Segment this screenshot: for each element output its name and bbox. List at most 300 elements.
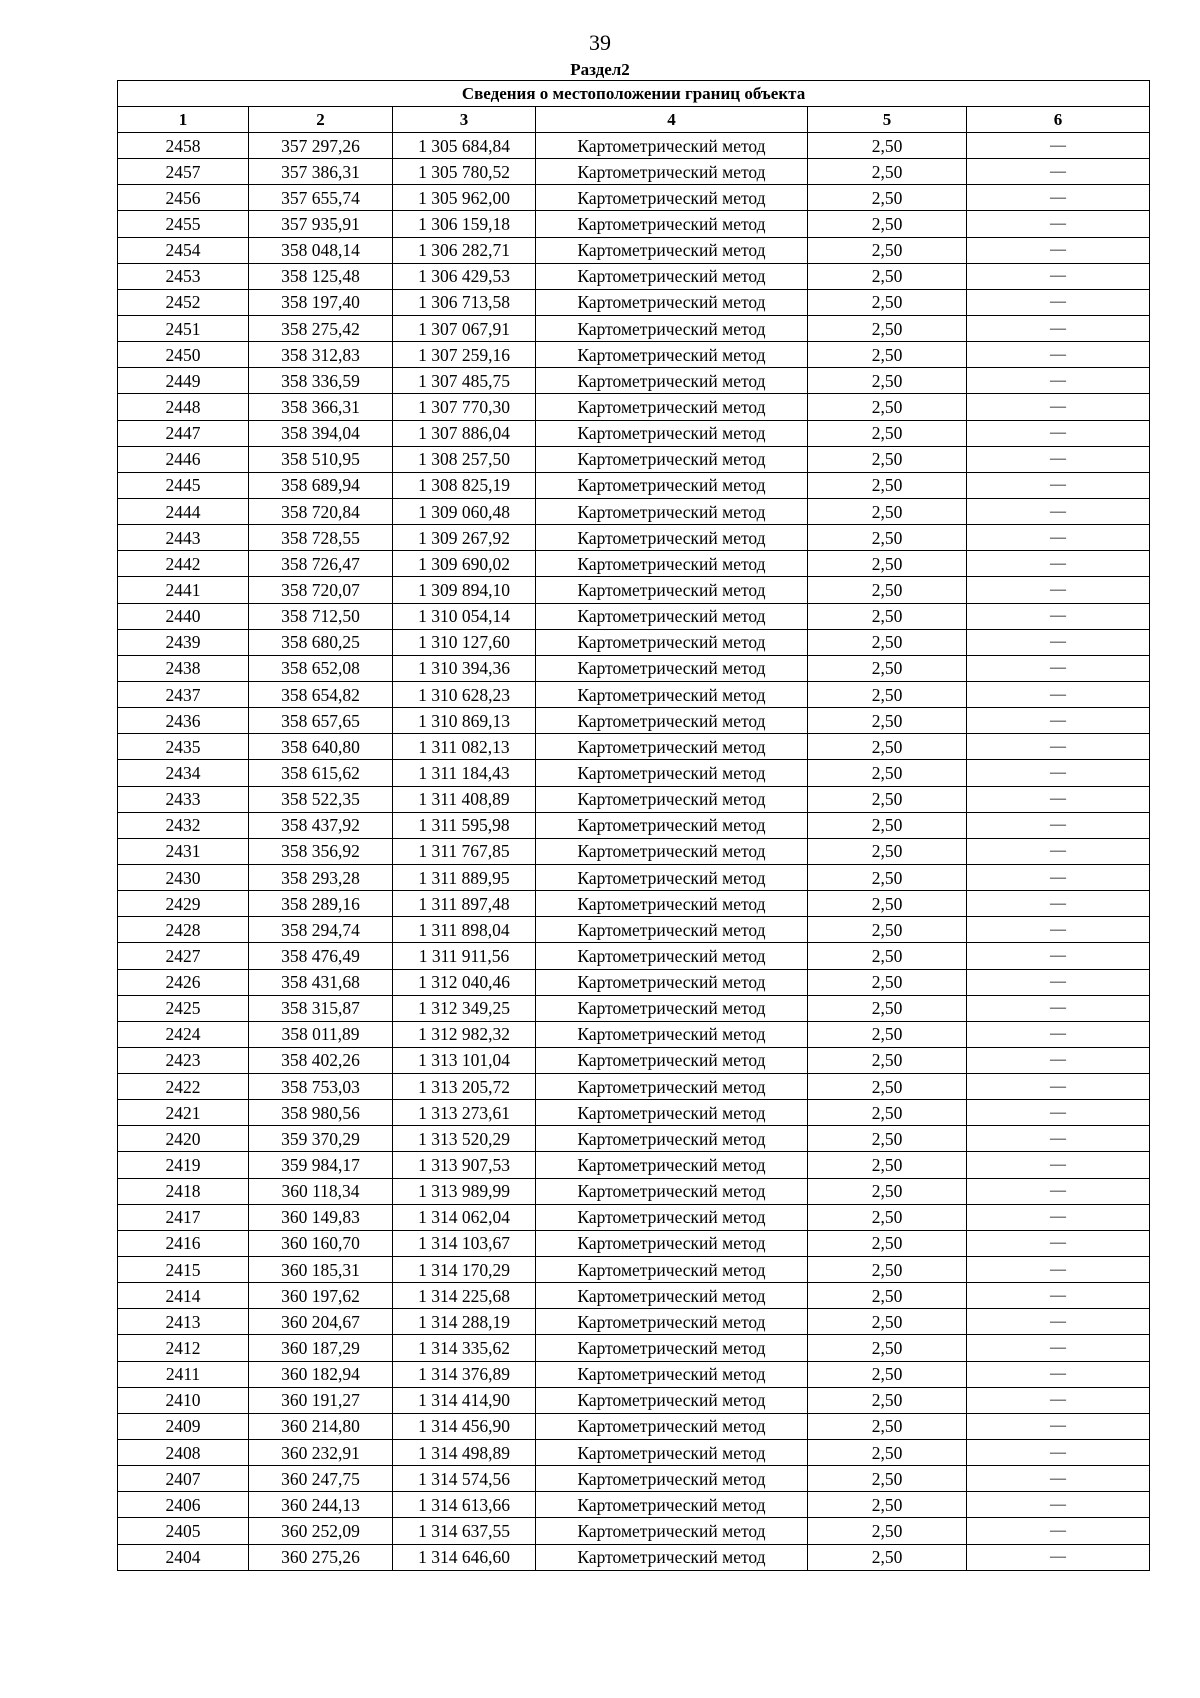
accuracy-cell: 2,50 <box>808 708 967 734</box>
accuracy-cell: 2,50 <box>808 943 967 969</box>
y-coordinate-cell: 1 305 780,52 <box>393 159 536 185</box>
table-row <box>118 917 1150 943</box>
x-coordinate-cell: 358 366,31 <box>249 394 393 420</box>
method-cell: Картометрический метод <box>536 237 808 263</box>
method-cell: Картометрический метод <box>536 577 808 603</box>
method-cell: Картометрический метод <box>536 1126 808 1152</box>
x-coordinate-cell: 358 726,47 <box>249 551 393 577</box>
y-coordinate-cell: 1 314 103,67 <box>393 1230 536 1256</box>
description-cell: — <box>967 838 1150 864</box>
accuracy-cell: 2,50 <box>808 472 967 498</box>
x-coordinate-cell: 358 753,03 <box>249 1074 393 1100</box>
accuracy-cell: 2,50 <box>808 133 967 159</box>
method-cell: Картометрический метод <box>536 969 808 995</box>
y-coordinate-cell: 1 305 962,00 <box>393 185 536 211</box>
table-row <box>118 185 1150 211</box>
x-coordinate-cell: 358 657,65 <box>249 708 393 734</box>
x-coordinate-cell: 358 312,83 <box>249 342 393 368</box>
table-row <box>118 498 1150 524</box>
table-row <box>118 760 1150 786</box>
table-row <box>118 472 1150 498</box>
accuracy-cell: 2,50 <box>808 1335 967 1361</box>
y-coordinate-cell: 1 311 898,04 <box>393 917 536 943</box>
table-row <box>118 786 1150 812</box>
x-coordinate-cell: 360 149,83 <box>249 1204 393 1230</box>
description-cell: — <box>967 263 1150 289</box>
point-number-cell: 2424 <box>118 1021 249 1047</box>
accuracy-cell: 2,50 <box>808 1021 967 1047</box>
y-coordinate-cell: 1 310 394,36 <box>393 655 536 681</box>
x-coordinate-cell: 358 510,95 <box>249 446 393 472</box>
y-coordinate-cell: 1 314 637,55 <box>393 1518 536 1544</box>
description-cell: — <box>967 420 1150 446</box>
accuracy-cell: 2,50 <box>808 1178 967 1204</box>
x-coordinate-cell: 358 315,87 <box>249 995 393 1021</box>
point-number-cell: 2409 <box>118 1413 249 1439</box>
description-cell: — <box>967 133 1150 159</box>
point-number-cell: 2427 <box>118 943 249 969</box>
method-cell: Картометрический метод <box>536 133 808 159</box>
y-coordinate-cell: 1 314 225,68 <box>393 1283 536 1309</box>
x-coordinate-cell: 357 386,31 <box>249 159 393 185</box>
table-row <box>118 655 1150 681</box>
x-coordinate-cell: 358 728,55 <box>249 525 393 551</box>
x-coordinate-cell: 358 431,68 <box>249 969 393 995</box>
y-coordinate-cell: 1 311 184,43 <box>393 760 536 786</box>
description-cell: — <box>967 917 1150 943</box>
method-cell: Картометрический метод <box>536 446 808 472</box>
description-cell: — <box>967 655 1150 681</box>
y-coordinate-cell: 1 311 889,95 <box>393 864 536 890</box>
y-coordinate-cell: 1 308 825,19 <box>393 472 536 498</box>
x-coordinate-cell: 358 275,42 <box>249 315 393 341</box>
y-coordinate-cell: 1 307 770,30 <box>393 394 536 420</box>
point-number-cell: 2440 <box>118 603 249 629</box>
table-row <box>118 1309 1150 1335</box>
method-cell: Картометрический метод <box>536 1257 808 1283</box>
method-cell: Картометрический метод <box>536 1204 808 1230</box>
y-coordinate-cell: 1 308 257,50 <box>393 446 536 472</box>
description-cell: — <box>967 1100 1150 1126</box>
description-cell: — <box>967 1283 1150 1309</box>
accuracy-cell: 2,50 <box>808 681 967 707</box>
method-cell: Картометрический метод <box>536 786 808 812</box>
description-cell: — <box>967 1021 1150 1047</box>
y-coordinate-cell: 1 314 335,62 <box>393 1335 536 1361</box>
table-row <box>118 1544 1150 1570</box>
y-coordinate-cell: 1 313 101,04 <box>393 1047 536 1073</box>
x-coordinate-cell: 358 048,14 <box>249 237 393 263</box>
y-coordinate-cell: 1 311 408,89 <box>393 786 536 812</box>
x-coordinate-cell: 357 655,74 <box>249 185 393 211</box>
x-coordinate-cell: 358 652,08 <box>249 655 393 681</box>
method-cell: Картометрический метод <box>536 864 808 890</box>
accuracy-cell: 2,50 <box>808 1544 967 1570</box>
column-number: 3 <box>393 107 536 133</box>
y-coordinate-cell: 1 314 170,29 <box>393 1257 536 1283</box>
table-row <box>118 1440 1150 1466</box>
point-number-cell: 2449 <box>118 368 249 394</box>
description-cell: — <box>967 943 1150 969</box>
y-coordinate-cell: 1 311 082,13 <box>393 734 536 760</box>
y-coordinate-cell: 1 311 767,85 <box>393 838 536 864</box>
x-coordinate-cell: 358 522,35 <box>249 786 393 812</box>
description-cell: — <box>967 1518 1150 1544</box>
y-coordinate-cell: 1 307 067,91 <box>393 315 536 341</box>
x-coordinate-cell: 358 336,59 <box>249 368 393 394</box>
description-cell: — <box>967 237 1150 263</box>
point-number-cell: 2411 <box>118 1361 249 1387</box>
point-number-cell: 2418 <box>118 1178 249 1204</box>
x-coordinate-cell: 358 356,92 <box>249 838 393 864</box>
y-coordinate-cell: 1 307 886,04 <box>393 420 536 446</box>
x-coordinate-cell: 360 244,13 <box>249 1492 393 1518</box>
point-number-cell: 2436 <box>118 708 249 734</box>
point-number-cell: 2407 <box>118 1466 249 1492</box>
method-cell: Картометрический метод <box>536 315 808 341</box>
x-coordinate-cell: 360 160,70 <box>249 1230 393 1256</box>
accuracy-cell: 2,50 <box>808 551 967 577</box>
table-row <box>118 629 1150 655</box>
method-cell: Картометрический метод <box>536 603 808 629</box>
point-number-cell: 2458 <box>118 133 249 159</box>
table-row <box>118 1361 1150 1387</box>
point-number-cell: 2451 <box>118 315 249 341</box>
method-cell: Картометрический метод <box>536 1335 808 1361</box>
description-cell: — <box>967 211 1150 237</box>
x-coordinate-cell: 360 185,31 <box>249 1257 393 1283</box>
table-row <box>118 420 1150 446</box>
accuracy-cell: 2,50 <box>808 603 967 629</box>
point-number-cell: 2438 <box>118 655 249 681</box>
section-title: Раздел2 <box>570 60 630 79</box>
table-row <box>118 1021 1150 1047</box>
y-coordinate-cell: 1 314 574,56 <box>393 1466 536 1492</box>
point-number-cell: 2454 <box>118 237 249 263</box>
point-number-cell: 2445 <box>118 472 249 498</box>
method-cell: Картометрический метод <box>536 629 808 655</box>
accuracy-cell: 2,50 <box>808 315 967 341</box>
table-row <box>118 289 1150 315</box>
table-row <box>118 1518 1150 1544</box>
accuracy-cell: 2,50 <box>808 995 967 1021</box>
table-row <box>118 1074 1150 1100</box>
x-coordinate-cell: 358 289,16 <box>249 891 393 917</box>
column-number: 6 <box>967 107 1150 133</box>
y-coordinate-cell: 1 313 907,53 <box>393 1152 536 1178</box>
y-coordinate-cell: 1 311 595,98 <box>393 812 536 838</box>
description-cell: — <box>967 1387 1150 1413</box>
method-cell: Картометрический метод <box>536 838 808 864</box>
point-number-cell: 2444 <box>118 498 249 524</box>
description-cell: — <box>967 681 1150 707</box>
method-cell: Картометрический метод <box>536 420 808 446</box>
accuracy-cell: 2,50 <box>808 420 967 446</box>
method-cell: Картометрический метод <box>536 498 808 524</box>
y-coordinate-cell: 1 314 498,89 <box>393 1440 536 1466</box>
method-cell: Картометрический метод <box>536 472 808 498</box>
method-cell: Картометрический метод <box>536 289 808 315</box>
y-coordinate-cell: 1 314 288,19 <box>393 1309 536 1335</box>
table-row <box>118 551 1150 577</box>
accuracy-cell: 2,50 <box>808 1100 967 1126</box>
x-coordinate-cell: 360 191,27 <box>249 1387 393 1413</box>
method-cell: Картометрический метод <box>536 1387 808 1413</box>
method-cell: Картометрический метод <box>536 1361 808 1387</box>
accuracy-cell: 2,50 <box>808 1126 967 1152</box>
table-row <box>118 1466 1150 1492</box>
description-cell: — <box>967 289 1150 315</box>
accuracy-cell: 2,50 <box>808 394 967 420</box>
description-cell: — <box>967 864 1150 890</box>
table-body <box>118 133 1150 1571</box>
description-cell: — <box>967 342 1150 368</box>
accuracy-cell: 2,50 <box>808 1047 967 1073</box>
point-number-cell: 2432 <box>118 812 249 838</box>
description-cell: — <box>967 1466 1150 1492</box>
method-cell: Картометрический метод <box>536 1413 808 1439</box>
x-coordinate-cell: 358 402,26 <box>249 1047 393 1073</box>
y-coordinate-cell: 1 314 376,89 <box>393 1361 536 1387</box>
method-cell: Картометрический метод <box>536 1492 808 1518</box>
description-cell: — <box>967 734 1150 760</box>
method-cell: Картометрический метод <box>536 812 808 838</box>
description-cell: — <box>967 159 1150 185</box>
table-row <box>118 812 1150 838</box>
accuracy-cell: 2,50 <box>808 864 967 890</box>
y-coordinate-cell: 1 307 485,75 <box>393 368 536 394</box>
point-number-cell: 2455 <box>118 211 249 237</box>
description-cell: — <box>967 891 1150 917</box>
description-cell: — <box>967 812 1150 838</box>
accuracy-cell: 2,50 <box>808 1518 967 1544</box>
x-coordinate-cell: 358 011,89 <box>249 1021 393 1047</box>
point-number-cell: 2422 <box>118 1074 249 1100</box>
y-coordinate-cell: 1 314 414,90 <box>393 1387 536 1413</box>
description-cell: — <box>967 1413 1150 1439</box>
y-coordinate-cell: 1 310 869,13 <box>393 708 536 734</box>
description-cell: — <box>967 551 1150 577</box>
description-cell: — <box>967 368 1150 394</box>
description-cell: — <box>967 1152 1150 1178</box>
accuracy-cell: 2,50 <box>808 1361 967 1387</box>
accuracy-cell: 2,50 <box>808 1466 967 1492</box>
point-number-cell: 2437 <box>118 681 249 707</box>
point-number-cell: 2420 <box>118 1126 249 1152</box>
table-row <box>118 943 1150 969</box>
method-cell: Картометрический метод <box>536 342 808 368</box>
table-row <box>118 1492 1150 1518</box>
column-number: 4 <box>536 107 808 133</box>
x-coordinate-cell: 358 720,84 <box>249 498 393 524</box>
y-coordinate-cell: 1 309 894,10 <box>393 577 536 603</box>
y-coordinate-cell: 1 311 897,48 <box>393 891 536 917</box>
y-coordinate-cell: 1 306 282,71 <box>393 237 536 263</box>
description-cell: — <box>967 185 1150 211</box>
description-cell: — <box>967 1492 1150 1518</box>
method-cell: Картометрический метод <box>536 943 808 969</box>
description-cell: — <box>967 708 1150 734</box>
table-row <box>118 708 1150 734</box>
table-row <box>118 577 1150 603</box>
accuracy-cell: 2,50 <box>808 525 967 551</box>
description-cell: — <box>967 786 1150 812</box>
y-coordinate-cell: 1 309 060,48 <box>393 498 536 524</box>
point-number-cell: 2457 <box>118 159 249 185</box>
x-coordinate-cell: 360 214,80 <box>249 1413 393 1439</box>
y-coordinate-cell: 1 312 040,46 <box>393 969 536 995</box>
table-row <box>118 734 1150 760</box>
method-cell: Картометрический метод <box>536 1074 808 1100</box>
table-row <box>118 211 1150 237</box>
x-coordinate-cell: 360 275,26 <box>249 1544 393 1570</box>
point-number-cell: 2431 <box>118 838 249 864</box>
description-cell: — <box>967 603 1150 629</box>
y-coordinate-cell: 1 306 429,53 <box>393 263 536 289</box>
y-coordinate-cell: 1 309 267,92 <box>393 525 536 551</box>
method-cell: Картометрический метод <box>536 525 808 551</box>
accuracy-cell: 2,50 <box>808 1152 967 1178</box>
accuracy-cell: 2,50 <box>808 1257 967 1283</box>
method-cell: Картометрический метод <box>536 1178 808 1204</box>
point-number-cell: 2405 <box>118 1518 249 1544</box>
accuracy-cell: 2,50 <box>808 760 967 786</box>
method-cell: Картометрический метод <box>536 1230 808 1256</box>
table-row <box>118 1335 1150 1361</box>
description-cell: — <box>967 577 1150 603</box>
y-coordinate-cell: 1 312 982,32 <box>393 1021 536 1047</box>
method-cell: Картометрический метод <box>536 995 808 1021</box>
method-cell: Картометрический метод <box>536 1544 808 1570</box>
description-cell: — <box>967 995 1150 1021</box>
accuracy-cell: 2,50 <box>808 1440 967 1466</box>
point-number-cell: 2423 <box>118 1047 249 1073</box>
accuracy-cell: 2,50 <box>808 1074 967 1100</box>
accuracy-cell: 2,50 <box>808 629 967 655</box>
description-cell: — <box>967 760 1150 786</box>
table-row <box>118 603 1150 629</box>
table-row <box>118 263 1150 289</box>
point-number-cell: 2435 <box>118 734 249 760</box>
point-number-cell: 2448 <box>118 394 249 420</box>
point-number-cell: 2430 <box>118 864 249 890</box>
x-coordinate-cell: 360 247,75 <box>249 1466 393 1492</box>
table-row <box>118 237 1150 263</box>
method-cell: Картометрический метод <box>536 551 808 577</box>
y-coordinate-cell: 1 310 127,60 <box>393 629 536 655</box>
method-cell: Картометрический метод <box>536 185 808 211</box>
accuracy-cell: 2,50 <box>808 446 967 472</box>
table-row <box>118 1204 1150 1230</box>
description-cell: — <box>967 1126 1150 1152</box>
method-cell: Картометрический метод <box>536 1152 808 1178</box>
x-coordinate-cell: 359 370,29 <box>249 1126 393 1152</box>
method-cell: Картометрический метод <box>536 1100 808 1126</box>
table-row <box>118 891 1150 917</box>
x-coordinate-cell: 358 437,92 <box>249 812 393 838</box>
accuracy-cell: 2,50 <box>808 1283 967 1309</box>
accuracy-cell: 2,50 <box>808 211 967 237</box>
method-cell: Картометрический метод <box>536 1283 808 1309</box>
y-coordinate-cell: 1 306 159,18 <box>393 211 536 237</box>
column-number: 2 <box>249 107 393 133</box>
x-coordinate-cell: 358 294,74 <box>249 917 393 943</box>
point-number-cell: 2417 <box>118 1204 249 1230</box>
point-number-cell: 2416 <box>118 1230 249 1256</box>
table-row <box>118 1126 1150 1152</box>
accuracy-cell: 2,50 <box>808 1413 967 1439</box>
description-cell: — <box>967 969 1150 995</box>
method-cell: Картометрический метод <box>536 891 808 917</box>
description-cell: — <box>967 1204 1150 1230</box>
table-row <box>118 1413 1150 1439</box>
description-cell: — <box>967 446 1150 472</box>
x-coordinate-cell: 360 204,67 <box>249 1309 393 1335</box>
accuracy-cell: 2,50 <box>808 917 967 943</box>
x-coordinate-cell: 360 197,62 <box>249 1283 393 1309</box>
point-number-cell: 2450 <box>118 342 249 368</box>
point-number-cell: 2456 <box>118 185 249 211</box>
accuracy-cell: 2,50 <box>808 734 967 760</box>
point-number-cell: 2410 <box>118 1387 249 1413</box>
table-caption: Сведения о местоположении границ объекта <box>118 81 1150 107</box>
accuracy-cell: 2,50 <box>808 498 967 524</box>
description-cell: — <box>967 1257 1150 1283</box>
table-row <box>118 1152 1150 1178</box>
table-row <box>118 1047 1150 1073</box>
y-coordinate-cell: 1 313 205,72 <box>393 1074 536 1100</box>
point-number-cell: 2408 <box>118 1440 249 1466</box>
x-coordinate-cell: 358 654,82 <box>249 681 393 707</box>
accuracy-cell: 2,50 <box>808 812 967 838</box>
description-cell: — <box>967 629 1150 655</box>
point-number-cell: 2453 <box>118 263 249 289</box>
method-cell: Картометрический метод <box>536 1440 808 1466</box>
y-coordinate-cell: 1 313 989,99 <box>393 1178 536 1204</box>
table-row <box>118 1178 1150 1204</box>
accuracy-cell: 2,50 <box>808 969 967 995</box>
accuracy-cell: 2,50 <box>808 1230 967 1256</box>
x-coordinate-cell: 358 640,80 <box>249 734 393 760</box>
table-row <box>118 133 1150 159</box>
description-cell: — <box>967 1544 1150 1570</box>
column-number: 5 <box>808 107 967 133</box>
method-cell: Картометрический метод <box>536 708 808 734</box>
y-coordinate-cell: 1 310 628,23 <box>393 681 536 707</box>
table-row <box>118 1387 1150 1413</box>
accuracy-cell: 2,50 <box>808 1492 967 1518</box>
description-cell: — <box>967 1361 1150 1387</box>
x-coordinate-cell: 358 680,25 <box>249 629 393 655</box>
description-cell: — <box>967 1178 1150 1204</box>
table-row <box>118 368 1150 394</box>
method-cell: Картометрический метод <box>536 1518 808 1544</box>
point-number-cell: 2442 <box>118 551 249 577</box>
point-number-cell: 2404 <box>118 1544 249 1570</box>
description-cell: — <box>967 315 1150 341</box>
description-cell: — <box>967 1047 1150 1073</box>
column-number-row <box>118 107 1150 133</box>
description-cell: — <box>967 1309 1150 1335</box>
y-coordinate-cell: 1 313 273,61 <box>393 1100 536 1126</box>
accuracy-cell: 2,50 <box>808 237 967 263</box>
point-number-cell: 2428 <box>118 917 249 943</box>
x-coordinate-cell: 358 712,50 <box>249 603 393 629</box>
x-coordinate-cell: 360 232,91 <box>249 1440 393 1466</box>
table-row <box>118 159 1150 185</box>
y-coordinate-cell: 1 309 690,02 <box>393 551 536 577</box>
description-cell: — <box>967 394 1150 420</box>
